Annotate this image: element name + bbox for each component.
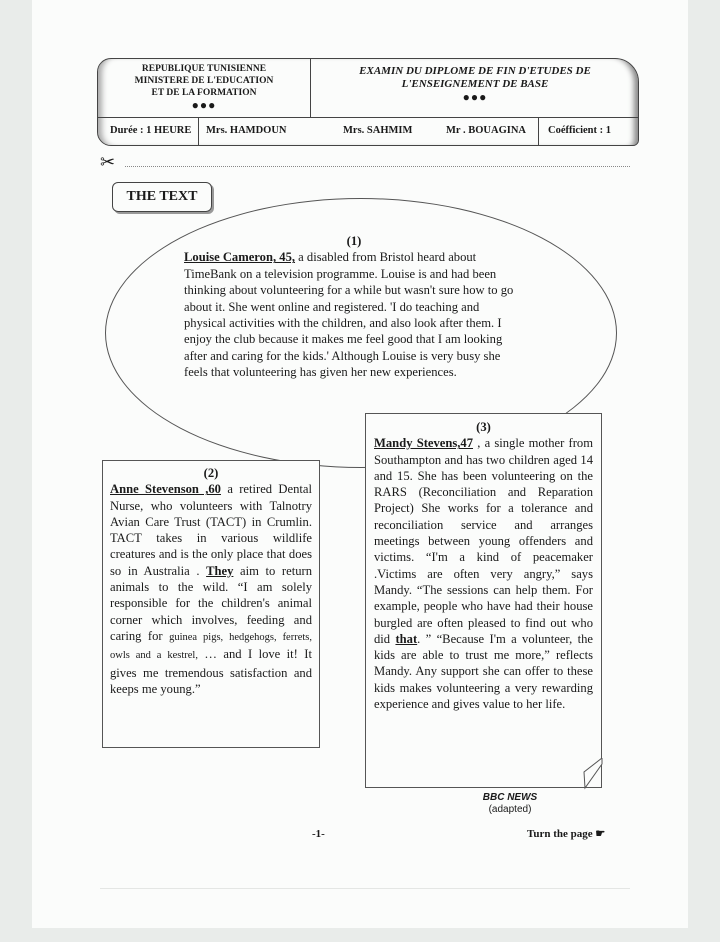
paragraph-number: (3)	[476, 420, 491, 434]
underlined-word: They	[206, 563, 234, 578]
paragraph-body: , a single mother from Southampton and has two children aged 14 and 15. She has been volunteering on the RARS (Reconciliation and Reparation Project) She works for a tolerance and reconciliation service and arranges meetings between young offenders and victims. “I'm a kind of peacemaker .Victims are often very angry,” says Mandy. “The sessions can help them. For example, people who have had their house burgled are often pleased to find out who did	[374, 436, 593, 646]
paragraph-body: aim to return animals to the wild. “I am solely responsible for the children's animal corner which involves, feeding and caring for	[110, 563, 312, 643]
source-name: BBC NEWS	[482, 792, 538, 803]
person-name: Louise Cameron, 45,	[184, 250, 296, 265]
underlined-word: that	[395, 631, 418, 646]
footer-line	[100, 888, 630, 889]
header-line: MINISTERE DE L'EDUCATION	[134, 76, 274, 86]
divider	[538, 118, 539, 146]
teacher-name: Mr . BOUAGINA	[446, 125, 527, 136]
header-line: REPUBLIQUE TUNISIENNE	[141, 64, 267, 74]
source-note: (adapted)	[488, 804, 532, 815]
ornament-icon: ●●●	[462, 90, 488, 104]
paragraph-body: … and I love it! It gives me tremendous satisfaction and keeps me young.”	[110, 647, 312, 696]
scissors-icon: ✂	[100, 152, 116, 172]
page-curl-icon	[581, 758, 603, 790]
turn-page-note: Turn the page ☛	[527, 828, 606, 840]
exam-header	[97, 58, 639, 146]
paragraph-body: . ” “Because I'm a volunteer, the kids are able to trust me more,” reflects Mandy. Any support she can offer to these kids makes volunteering a very rewarding experience and gives value to her life.	[374, 631, 593, 712]
teacher-name: Mrs. SAHMIM	[343, 125, 413, 136]
page-number: -1-	[312, 828, 325, 840]
text1-paragraph	[184, 233, 524, 381]
person-name: Anne Stevenson ,60	[110, 482, 221, 497]
paragraph-number: (2)	[203, 466, 219, 480]
coefficient: Coéfficient : 1	[548, 125, 611, 136]
paragraph-number: (1)	[346, 234, 362, 248]
header-line: L'ENSEIGNEMENT DE BASE	[401, 78, 549, 90]
header-line: EXAMIN DU DIPLOME DE FIN D'ETUDES DE	[359, 65, 591, 77]
ornament-icon: ●●●	[191, 98, 217, 112]
text2-box	[102, 460, 320, 748]
cut-line	[125, 166, 630, 167]
ministry-block	[98, 59, 311, 117]
exam-title-block	[312, 59, 638, 117]
header-line: ET DE LA FORMATION	[151, 88, 257, 98]
text3-box	[365, 413, 602, 788]
exam-info-row	[98, 117, 638, 146]
source-credit	[470, 792, 550, 816]
paragraph-body: a disabled from Bristol heard about TimeBank on a television programme. Louise is and had been thinking about volunteering for a while but wasn't sure how to go about it. She went online and registered. 'I do teaching and physical activities with the children, and also look after them. I enjoy the club because it makes me feel good that I am looking after and caring for the kids.' Although Louise is very busy she feels that volunteering has given her new experiences.	[184, 250, 514, 380]
person-name: Mandy Stevens,47	[374, 436, 474, 451]
duration: Durée : 1 HEURE	[110, 125, 192, 136]
divider	[198, 118, 199, 146]
teacher-name: Mrs. HAMDOUN	[206, 125, 287, 136]
section-title: THE TEXT	[112, 182, 212, 212]
paragraph-body: a retired Dental Nurse, who volunteers with Talnotry Avian Care Trust (TACT) in Crumlin. TACT takes in various wildlife creatures and is the only place that does so in Australia .	[110, 482, 312, 578]
paragraph-body: guinea pigs, hedgehogs, ferrets, owls and a kestrel,	[110, 631, 313, 662]
